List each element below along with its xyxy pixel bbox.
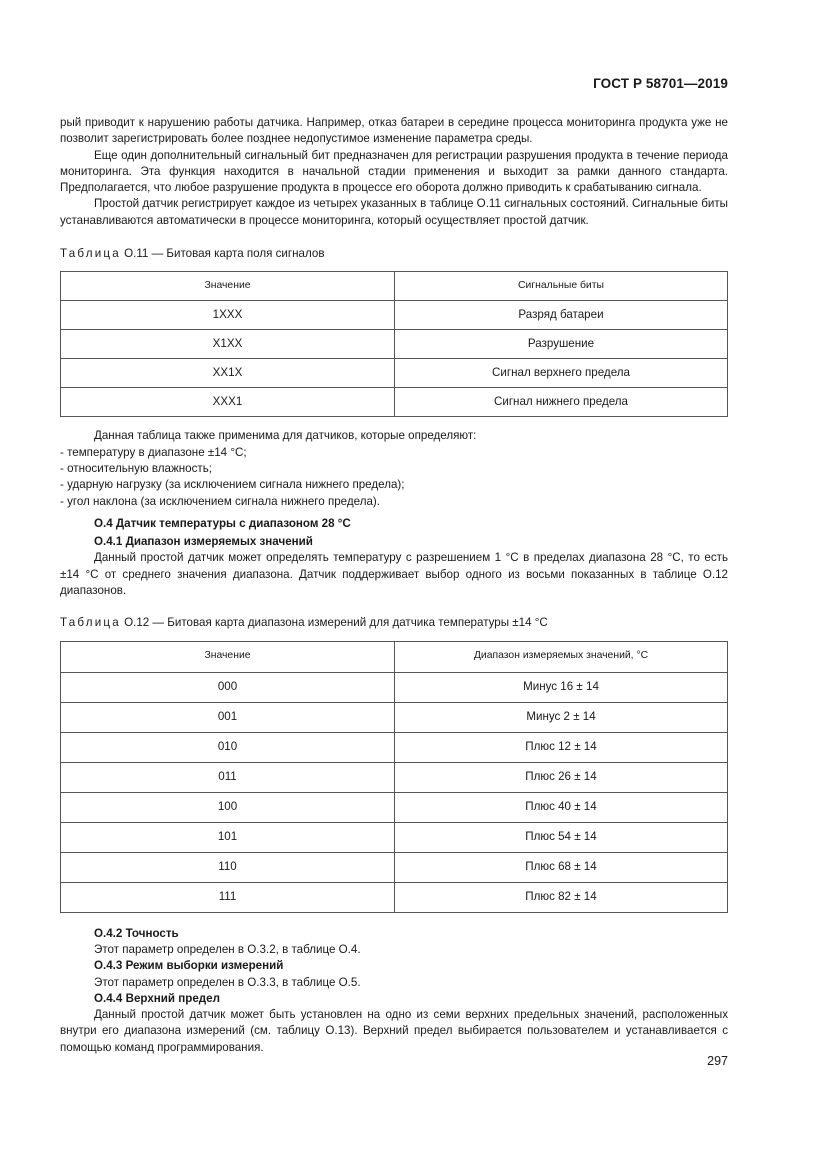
paragraph: Этот параметр определен в О.3.3, в таблице О.5. — [94, 975, 361, 989]
range-bits-table — [60, 641, 728, 913]
cell-signal: Разрушение — [395, 330, 728, 359]
cell-value: XX1X — [61, 359, 395, 388]
list-item: - температуру в диапазоне ±14 °С; — [60, 445, 247, 459]
section-heading-o44: О.4.4 Верхний предел — [94, 991, 220, 1005]
table-row — [61, 852, 728, 882]
table-row — [61, 822, 728, 852]
paragraph: Еще один дополнительный сигнальный бит предназначен для регистрации разрушения продукта в течение периода мониторинга. Эта функция находится в начальной стадии применения и выходит за рамки данного стандарта. Предполагается, что любое разрушение продукта в процессе его оборота должно приводить к срабатыванию сигнала. — [60, 148, 728, 195]
signal-bits-table — [60, 271, 728, 417]
caption-word: Таблица — [60, 247, 121, 261]
section-heading-o43: О.4.3 Режим выборки измерений — [94, 959, 284, 973]
cell-signal: Сигнал нижнего предела — [395, 388, 728, 417]
cell-range: Плюс 40 ± 14 — [395, 792, 728, 822]
column-header: Сигнальные биты — [395, 272, 728, 301]
cell-range: Плюс 68 ± 14 — [395, 852, 728, 882]
table-row — [61, 762, 728, 792]
document-body — [60, 115, 728, 1056]
cell-value: 110 — [61, 852, 395, 882]
paragraph: Простой датчик регистрирует каждое из четырех указанных в таблице О.11 сигнальных состояний. Сигнальные биты устанавливаются автоматически в процессе мониторинга, который осуществляет простой датчик. — [60, 197, 728, 227]
cell-range: Минус 16 ± 14 — [395, 672, 728, 702]
table-row — [61, 388, 728, 417]
cell-range: Плюс 12 ± 14 — [395, 732, 728, 762]
cell-signal: Разряд батареи — [395, 301, 728, 330]
cell-value: 100 — [61, 792, 395, 822]
table-row — [61, 330, 728, 359]
table-row — [61, 359, 728, 388]
document-id: ГОСТ Р 58701—2019 — [593, 76, 728, 91]
cell-value: 011 — [61, 762, 395, 792]
cell-range: Плюс 54 ± 14 — [395, 822, 728, 852]
cell-value: 101 — [61, 822, 395, 852]
table-caption — [60, 246, 728, 262]
table-row — [61, 732, 728, 762]
caption-word: Таблица — [60, 616, 121, 630]
cell-value: 1XXX — [61, 301, 395, 330]
cell-value: 000 — [61, 672, 395, 702]
paragraph: Данный простой датчик может быть установлен на одно из семи верхних предельных значений, расположенных внутри его диапазона измерений (см. таблицу О.13). Верхний предел выбирается пользователем и устанавливается с помощью команд программирования. — [60, 1008, 728, 1054]
cell-range: Минус 2 ± 14 — [395, 702, 728, 732]
cell-signal: Сигнал верхнего предела — [395, 359, 728, 388]
list-item: - относительную влажность; — [60, 461, 212, 475]
column-header: Диапазон измеряемых значений, °С — [395, 641, 728, 672]
caption-text: О.11 — Битовая карта поля сигналов — [120, 247, 325, 261]
table-row — [61, 882, 728, 912]
cell-value: X1XX — [61, 330, 395, 359]
table-header-row — [61, 272, 728, 301]
caption-text: О.12 — Битовая карта диапазона измерений для датчика температуры ±14 °С — [120, 616, 548, 630]
applicability-list — [60, 428, 728, 509]
table-row — [61, 792, 728, 822]
column-header: Значение — [61, 272, 395, 301]
list-item: - ударную нагрузку (за исключением сигнала нижнего предела); — [60, 478, 405, 492]
list-intro: Данная таблица также применима для датчиков, которые определяют: — [94, 429, 477, 443]
section-heading-o42: О.4.2 Точность — [94, 926, 179, 940]
table-row — [61, 301, 728, 330]
cell-value: 001 — [61, 702, 395, 732]
page-number: 297 — [707, 1054, 728, 1068]
paragraph: рый приводит к нарушению работы датчика. Например, отказ батареи в середине процесса мониторинга продукта уже не позволит зарегистрировать более позднее недопустимое изменение параметра среды. — [60, 116, 728, 146]
cell-range: Плюс 26 ± 14 — [395, 762, 728, 792]
list-item: - угол наклона (за исключением сигнала нижнего предела). — [60, 494, 380, 508]
table-header-row — [61, 641, 728, 672]
cell-value: 010 — [61, 732, 395, 762]
paragraph: Данный простой датчик может определять температуру с разрешением 1 °С в пределах диапазона 28 °С, то есть ±14 °С от среднего значения диапазона. Датчик поддерживает выбор одного из восьми показанных в таблице О.12 диапазонов. — [60, 551, 728, 598]
table-caption — [60, 615, 728, 631]
cell-value: 111 — [61, 882, 395, 912]
cell-value: XXX1 — [61, 388, 395, 417]
cell-range: Плюс 82 ± 14 — [395, 882, 728, 912]
column-header: Значение — [61, 641, 395, 672]
paragraph: Этот параметр определен в О.3.2, в таблице О.4. — [94, 942, 361, 956]
section-heading-o4: О.4 Датчик температуры с диапазоном 28 °С — [94, 516, 351, 530]
section-heading-o41: О.4.1 Диапазон измеряемых значений — [94, 535, 313, 549]
table-row — [61, 702, 728, 732]
table-row — [61, 672, 728, 702]
